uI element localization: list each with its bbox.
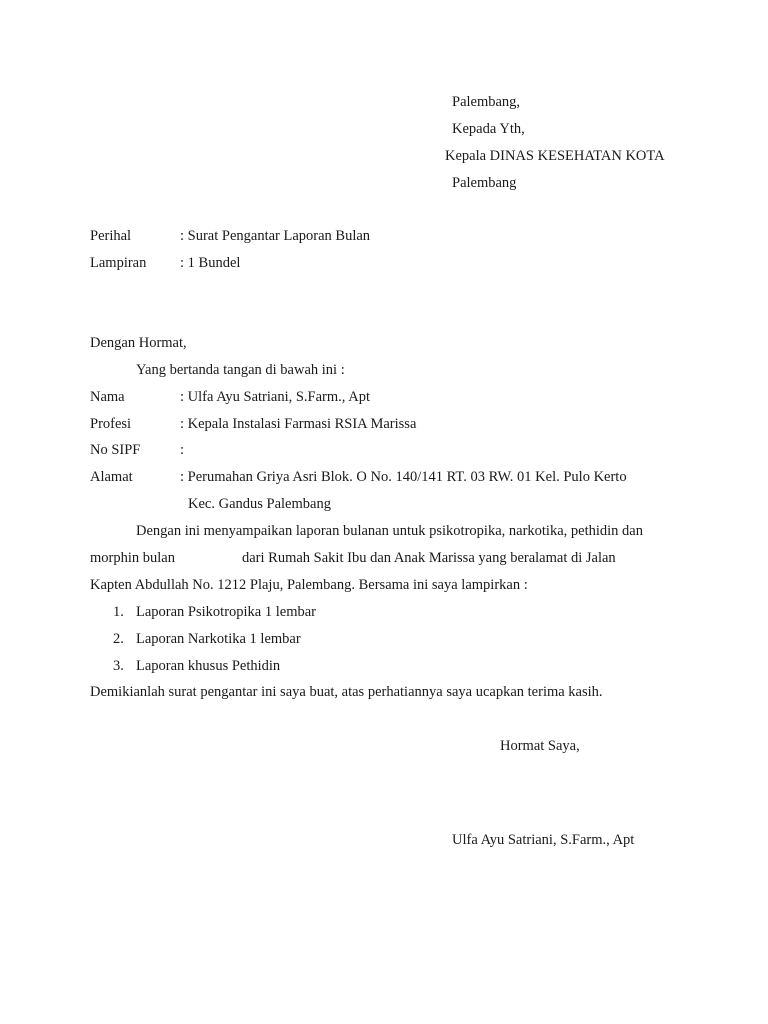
lampiran-value: : 1 Bundel (180, 255, 241, 271)
perihal-value: : Surat Pengantar Laporan Bulan (180, 228, 371, 244)
nama-label: Nama (90, 389, 125, 405)
list-item-text: Laporan Psikotropika 1 lembar (136, 604, 316, 620)
addressee-city: Palembang (452, 175, 517, 191)
city-date: Palembang, (452, 94, 521, 110)
greeting: Dengan Hormat, (90, 335, 187, 351)
salutation: Kepada Yth, (452, 121, 525, 137)
paragraph-line-2b: dari Rumah Sakit Ibu dan Anak Marissa yang beralamat di Jalan (242, 550, 616, 566)
list-item-number: 1. (113, 604, 124, 620)
list-item-text: Laporan khusus Pethidin (136, 658, 281, 674)
lampiran-label: Lampiran (90, 255, 147, 271)
list-item-number: 3. (113, 658, 124, 674)
closing: Demikianlah surat pengantar ini saya buat, atas perhatiannya saya ucapkan terima kasih. (90, 684, 603, 700)
list-item (0, 657, 768, 675)
perihal-label: Perihal (90, 228, 132, 244)
regards: Hormat Saya, (500, 738, 580, 754)
sipf-value: : (180, 442, 185, 458)
sipf-label: No SIPF (90, 442, 141, 458)
paragraph-line-3: Kapten Abdullah No. 1212 Plaju, Palembang. Bersama ini saya lampirkan : (90, 577, 528, 593)
alamat-value-2: Kec. Gandus Palembang (188, 496, 331, 512)
list-item-number: 2. (113, 631, 124, 647)
list-item (0, 603, 768, 621)
list-item (0, 630, 768, 648)
paragraph-line-1: Dengan ini menyampaikan laporan bulanan untuk psikotropika, narkotika, pethidin dan (136, 523, 643, 539)
profesi-value: : Kepala Instalasi Farmasi RSIA Marissa (180, 416, 417, 432)
paragraph-line-2a: morphin bulan (90, 550, 175, 566)
list-item-text: Laporan Narkotika 1 lembar (136, 631, 301, 647)
nama-value: : Ulfa Ayu Satriani, S.Farm., Apt (180, 389, 370, 405)
addressee: Kepala DINAS KESEHATAN KOTA (445, 148, 665, 164)
alamat-value-1: : Perumahan Griya Asri Blok. O No. 140/141 RT. 03 RW. 01 Kel. Pulo Kerto (180, 469, 627, 485)
profesi-label: Profesi (90, 416, 132, 432)
alamat-label: Alamat (90, 469, 133, 485)
intro: Yang bertanda tangan di bawah ini : (136, 362, 345, 378)
signer-name: Ulfa Ayu Satriani, S.Farm., Apt (452, 832, 635, 848)
